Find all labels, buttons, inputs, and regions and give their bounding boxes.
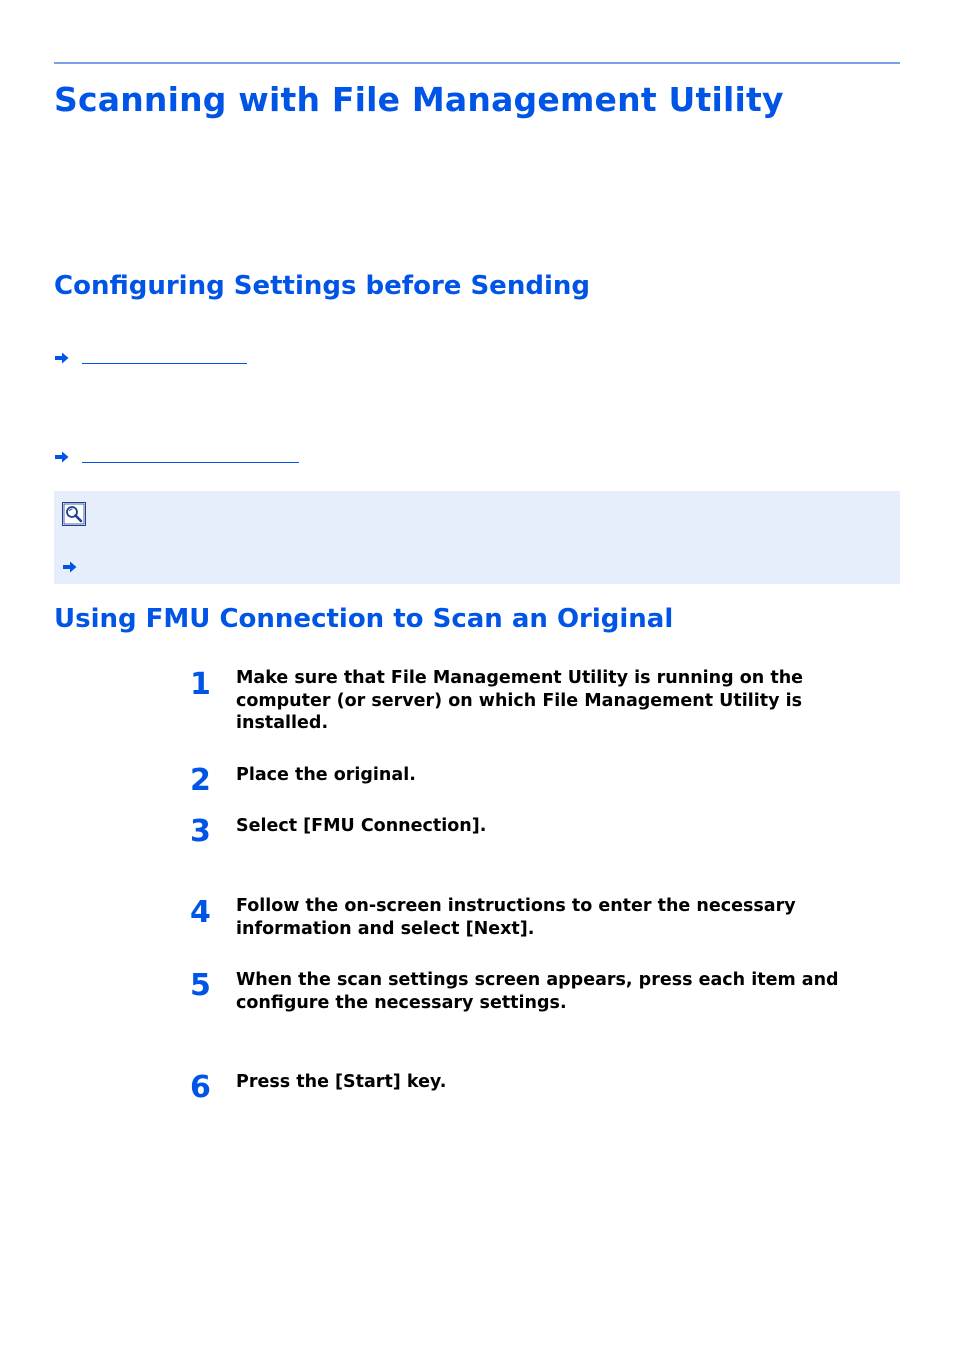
- step-text: Press the [Start] key.: [236, 1072, 447, 1092]
- step-text: Select [FMU Connection].: [236, 816, 487, 836]
- reference-link-2[interactable]: [82, 462, 299, 463]
- arrow-right-icon: [63, 561, 77, 573]
- section-heading-configuring-settings: Configuring Settings before Sending: [54, 271, 590, 301]
- section-heading-fmu-connection: Using FMU Connection to Scan an Original: [54, 604, 674, 634]
- step-text: When the scan settings screen appears, press each item and configure the necessary settings.: [236, 970, 839, 1013]
- page-title: Scanning with File Management Utility: [54, 80, 784, 119]
- step-text: Follow the on-screen instructions to enter the necessary information and select [Next].: [236, 896, 796, 939]
- header-rule: [54, 62, 900, 64]
- step-number: 6: [190, 1070, 211, 1105]
- arrow-right-icon: [55, 352, 69, 364]
- step-number: 4: [190, 895, 211, 930]
- step-number: 1: [190, 667, 211, 702]
- reference-link-1[interactable]: [82, 363, 247, 364]
- note-magnifier-icon: [62, 502, 86, 526]
- step-number: 3: [190, 814, 211, 849]
- note-box: [54, 491, 900, 584]
- step-number: 5: [190, 968, 211, 1003]
- step-number: 2: [190, 763, 211, 798]
- step-text: Place the original.: [236, 765, 416, 785]
- arrow-right-icon: [55, 451, 69, 463]
- step-text: Make sure that File Management Utility is running on the computer (or server) on which File Management Utility is installed.: [236, 668, 804, 733]
